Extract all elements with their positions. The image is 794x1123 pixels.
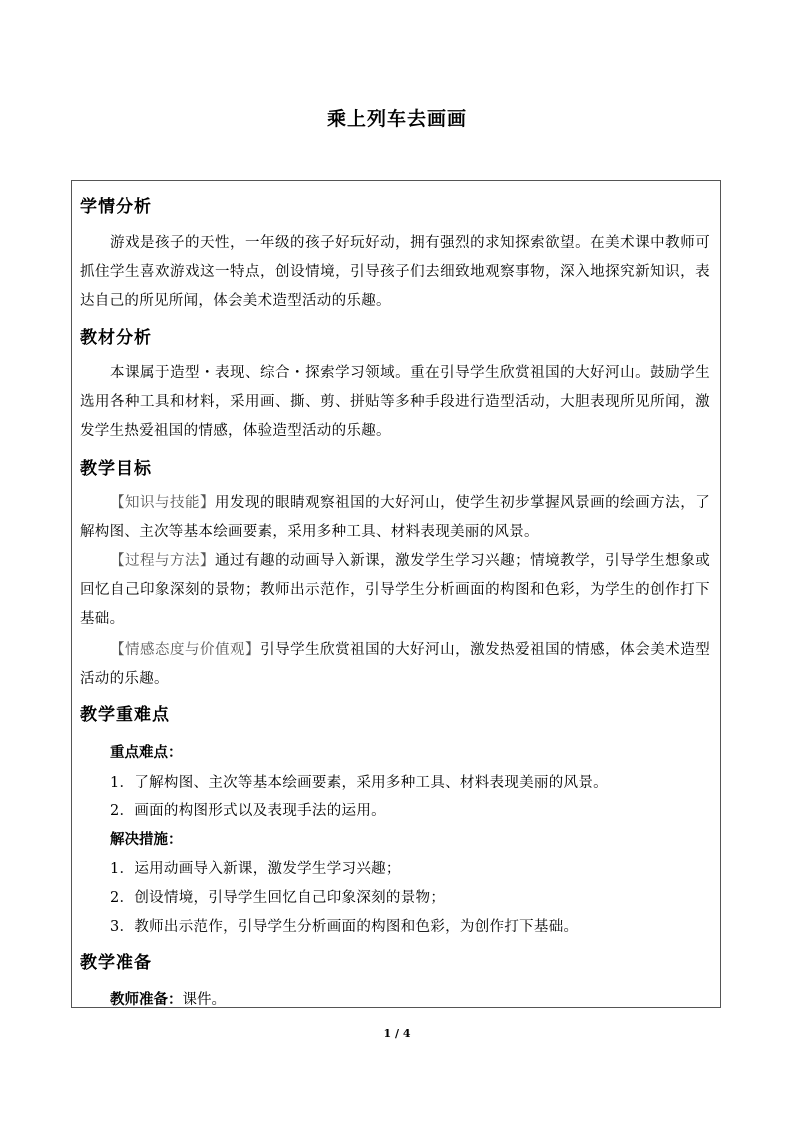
- material-analysis-text: 本课属于造型・表现、综合・探索学习领域。重在引导学生欣赏祖国的大好河山。鼓励学生选用各种工具和材料，采用画、撕、剪、拼贴等多种手段进行造型活动，大胆表现所见所闻，激发学生热爱祖国的情感，体验造型活动的乐趣。: [80, 365, 710, 439]
- teacher-preparation-label: 教师准备：: [110, 991, 183, 1008]
- objective-process-text: 通过有趣的动画导入新课，激发学生学习兴趣；情境教学，引导学生想象或回忆自己印象深刻的景物；教师出示范作，引导学生分析画面的构图和色彩，为学生的创作打下基础。: [80, 553, 710, 627]
- objectives-heading: 教学目标: [80, 459, 152, 479]
- difficulty-item: 1．了解构图、主次等基本绘画要素，采用多种工具、材料表现美丽的风景。: [110, 775, 608, 791]
- objective-emotion-text: 引导学生欣赏祖国的大好河山，激发热爱祖国的情感，体会美术造型活动的乐趣。: [80, 642, 711, 687]
- solution-item: 3．教师出示范作，引导学生分析画面的构图和色彩，为创作打下基础。: [110, 919, 579, 935]
- material-analysis-heading: 教材分析: [80, 328, 152, 348]
- solution-item: 1．运用动画导入新课，激发学生学习兴趣；: [110, 861, 401, 877]
- preparation-heading: 教学准备: [80, 953, 152, 973]
- difficulty-item: 2．画面的构图形式以及表现手法的运用。: [110, 803, 386, 819]
- learning-analysis-text: 游戏是孩子的天性，一年级的孩子好玩好动，拥有强烈的求知探索欲望。在美术课中教师可抓住学生喜欢游戏这一特点，创设情境，引导孩子们去细致地观察事物，深入地探究新知识，表达自己的所见所闻，体会美术造型活动的乐趣。: [80, 235, 710, 309]
- solution-item: 2．创设情境，引导学生回忆自己印象深刻的景物；: [110, 890, 446, 906]
- page-number: 1 / 4: [383, 1027, 411, 1040]
- solution-label: 解决措施：: [110, 831, 183, 848]
- teacher-preparation: [110, 988, 226, 1009]
- teacher-preparation-value: 课件。: [182, 992, 226, 1008]
- objective-emotion-label: 【情感态度与价值观】: [110, 642, 261, 658]
- objective-process-label: 【过程与方法】: [110, 553, 216, 569]
- difficulty-label: 重点难点：: [110, 744, 183, 761]
- learning-analysis-heading: 学情分析: [80, 197, 152, 217]
- objective-emotion-paragraph: [80, 636, 710, 694]
- page-title: 乘上列车去画画: [326, 108, 467, 130]
- objective-knowledge-text: 用发现的眼睛观察祖国的大好河山，使学生初步掌握风景画的绘画方法，了解构图、主次等基本绘画要素，采用多种工具、材料表现美丽的风景。: [80, 495, 710, 540]
- key-points-heading: 教学重难点: [80, 705, 170, 725]
- objective-knowledge-paragraph: [80, 489, 710, 547]
- objective-knowledge-label: 【知识与技能】: [110, 495, 216, 511]
- objective-process-paragraph: [80, 547, 710, 634]
